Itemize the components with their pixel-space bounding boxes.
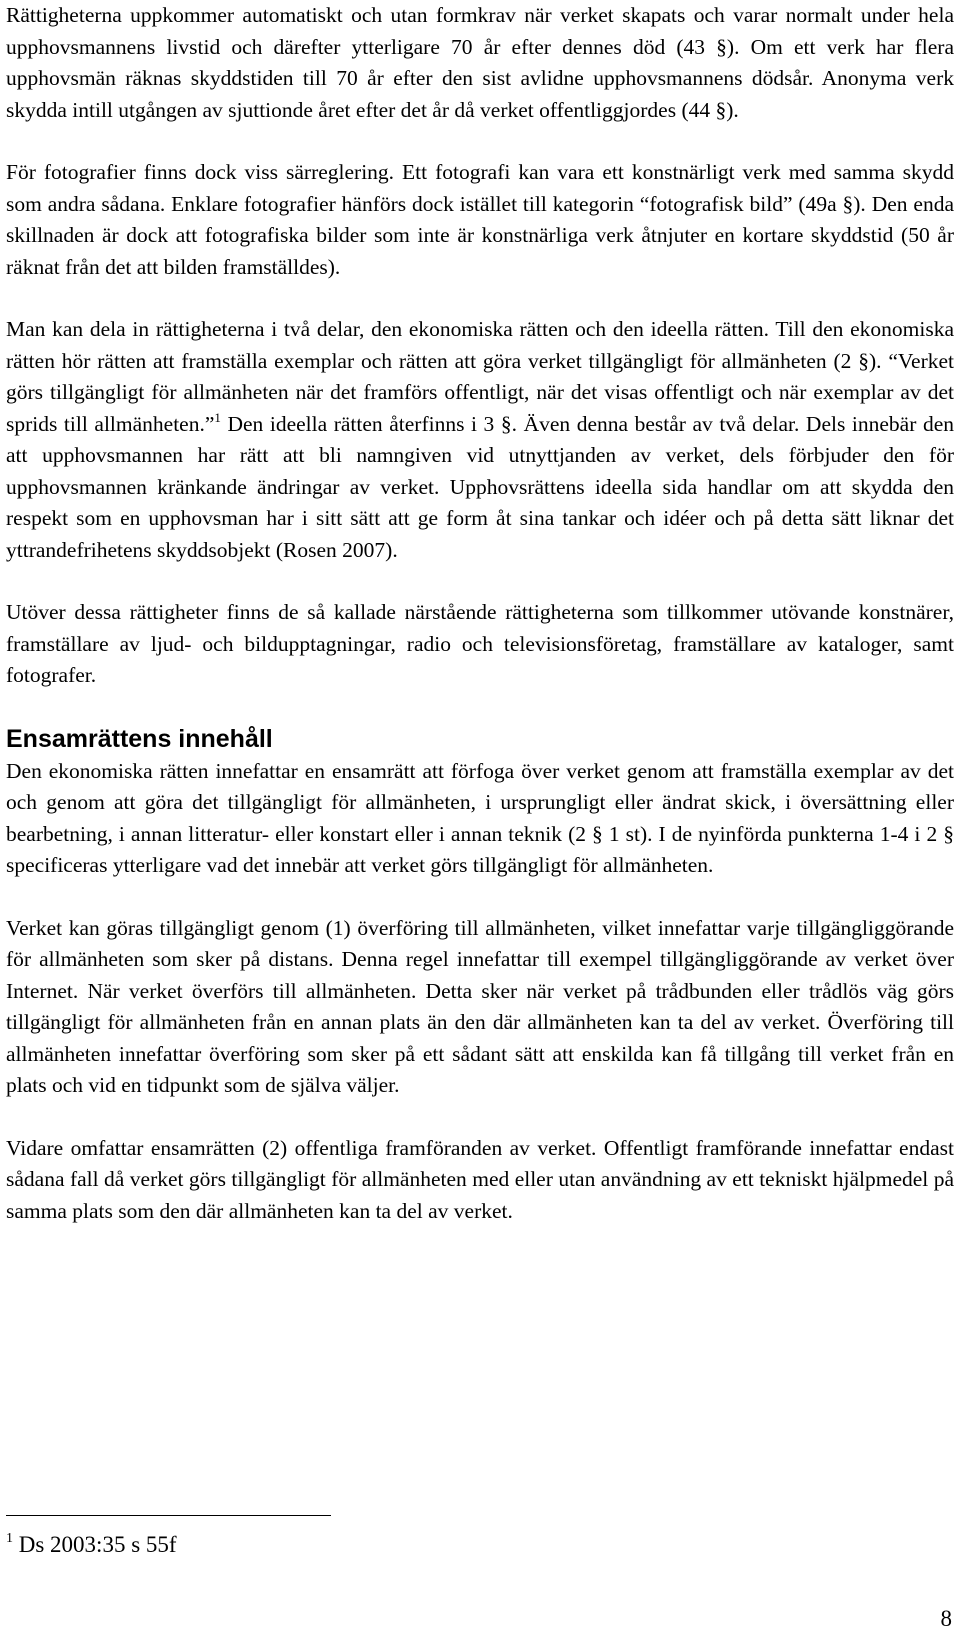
paragraph-public-performance: Vidare omfattar ensamrätten (2) offentliga framföranden av verket. Offentligt framförande innefattar endast sådana fall då verket görs tillgängligt för allmänheten med eller utan användning av ett tekniskt hjälpmedel på samma plats som den där allmänheten kan ta del av verket. [6, 1135, 954, 1223]
paragraph-photographs: För fotografier finns dock viss särreglering. Ett fotografi kan vara ett konstnärligt verk med samma skydd som andra sådana. Enklare fotografier hänförs dock istället till kategorin “fotografisk bild” (49a §). Den enda skillnaden är dock att fotografiska bilder som inte är konstnärliga verk åtnjuter en kortare skyddstid (50 år räknat från det att bilden framställdes). [6, 160, 954, 279]
document-page [6, 0, 954, 1227]
paragraph-text-after-note: Den ideella rätten återfinns i 3 §. Även denna består av två delar. Dels innebär den att upphovsmannen har rätt att bli namngiven vid utnyttjanden av verket, dels förbjuder den för upphovsmannen kränkande ändringar av verket. Upphovsrättens ideella sida handlar om att skydda den respekt som en upphovsman har i sitt sätt att ge form åt sina tankar och idéer och på detta sätt liknar det yttrandefrihetens skyddsobjekt (Rosen 2007). [6, 411, 954, 562]
footnote-number: 1 [6, 1531, 13, 1546]
paragraph-communication-to-public: Verket kan göras tillgängligt genom (1) överföring till allmänheten, vilket innefattar varje tillgängliggörande för allmänheten som sker på distans. Denna regel innefattar till exempel tillgängliggörande av verket över Internet. När verket överförs till allmänheten. Detta sker när verket på trådbunden eller trådlös väg görs tillgängligt för allmänheten från en annan plats än den där allmänheten kan ta del av verket. Överföring till allmänheten innefattar överföring som sker på ett sådant sätt att enskilda kan få tillgång till verket från en plats och vid en tidpunkt som de själva väljer. [6, 915, 954, 1097]
section-heading: Ensamrättens innehåll [6, 724, 273, 753]
paragraph-copyright-duration: Rättigheterna uppkommer automatiskt och utan formkrav när verket skapats och varar normalt under hela upphovsmannens livstid och därefter ytterligare 70 år efter dennes död (43 §). Om ett verk har flera upphovsmän räknas skyddstiden till 70 år efter den sist avlidne upphovsmannens dödsår. Anonyma verk skydda intill utgången av sjuttionde året efter det år då verket offentliggjordes (44 §). [6, 3, 954, 122]
paragraph-exclusive-right: Den ekonomiska rätten innefattar en ensamrätt att förfoga över verket genom att framställa exemplar av det och genom att göra det tillgängligt för allmänheten, i ursprungligt eller ändrat skick, i översättning eller bearbetning, i annan litteratur- eller konstart eller i annan teknik (2 § 1 st). I de nyinförda punkterna 1-4 i 2 § specificeras ytterligare vad det innebär att verket görs tillgängligt för allmänheten. [6, 758, 954, 877]
footnote-text: Ds 2003:35 s 55f [13, 1532, 177, 1557]
paragraph-text-before-note: Man kan dela in rättigheterna i två delar, den ekonomiska rätten och den ideella rätten. Till den ekonomiska rätten hör rätten att framställa exemplar och rätten att göra verket tillgängligt för allmänheten (2 §). “Verket görs tillgängligt för allmänheten när det framförs offentligt, när det visas offentligt och när exemplar av det sprids till allmänheten.” [6, 317, 954, 436]
footnote [6, 1530, 177, 1560]
footnote-divider [6, 1515, 331, 1516]
footnote-reference[interactable]: 1 [214, 409, 221, 425]
paragraph-economic-moral-rights [6, 314, 954, 566]
paragraph-related-rights: Utöver dessa rättigheter finns de så kallade närstående rättigheterna som tillkommer utövande konstnärer, framställare av ljud- och bildupptagningar, radio och televisionsföretag, framställare av kataloger, samt fotografer. [6, 600, 954, 687]
page-number: 8 [940, 1606, 952, 1631]
